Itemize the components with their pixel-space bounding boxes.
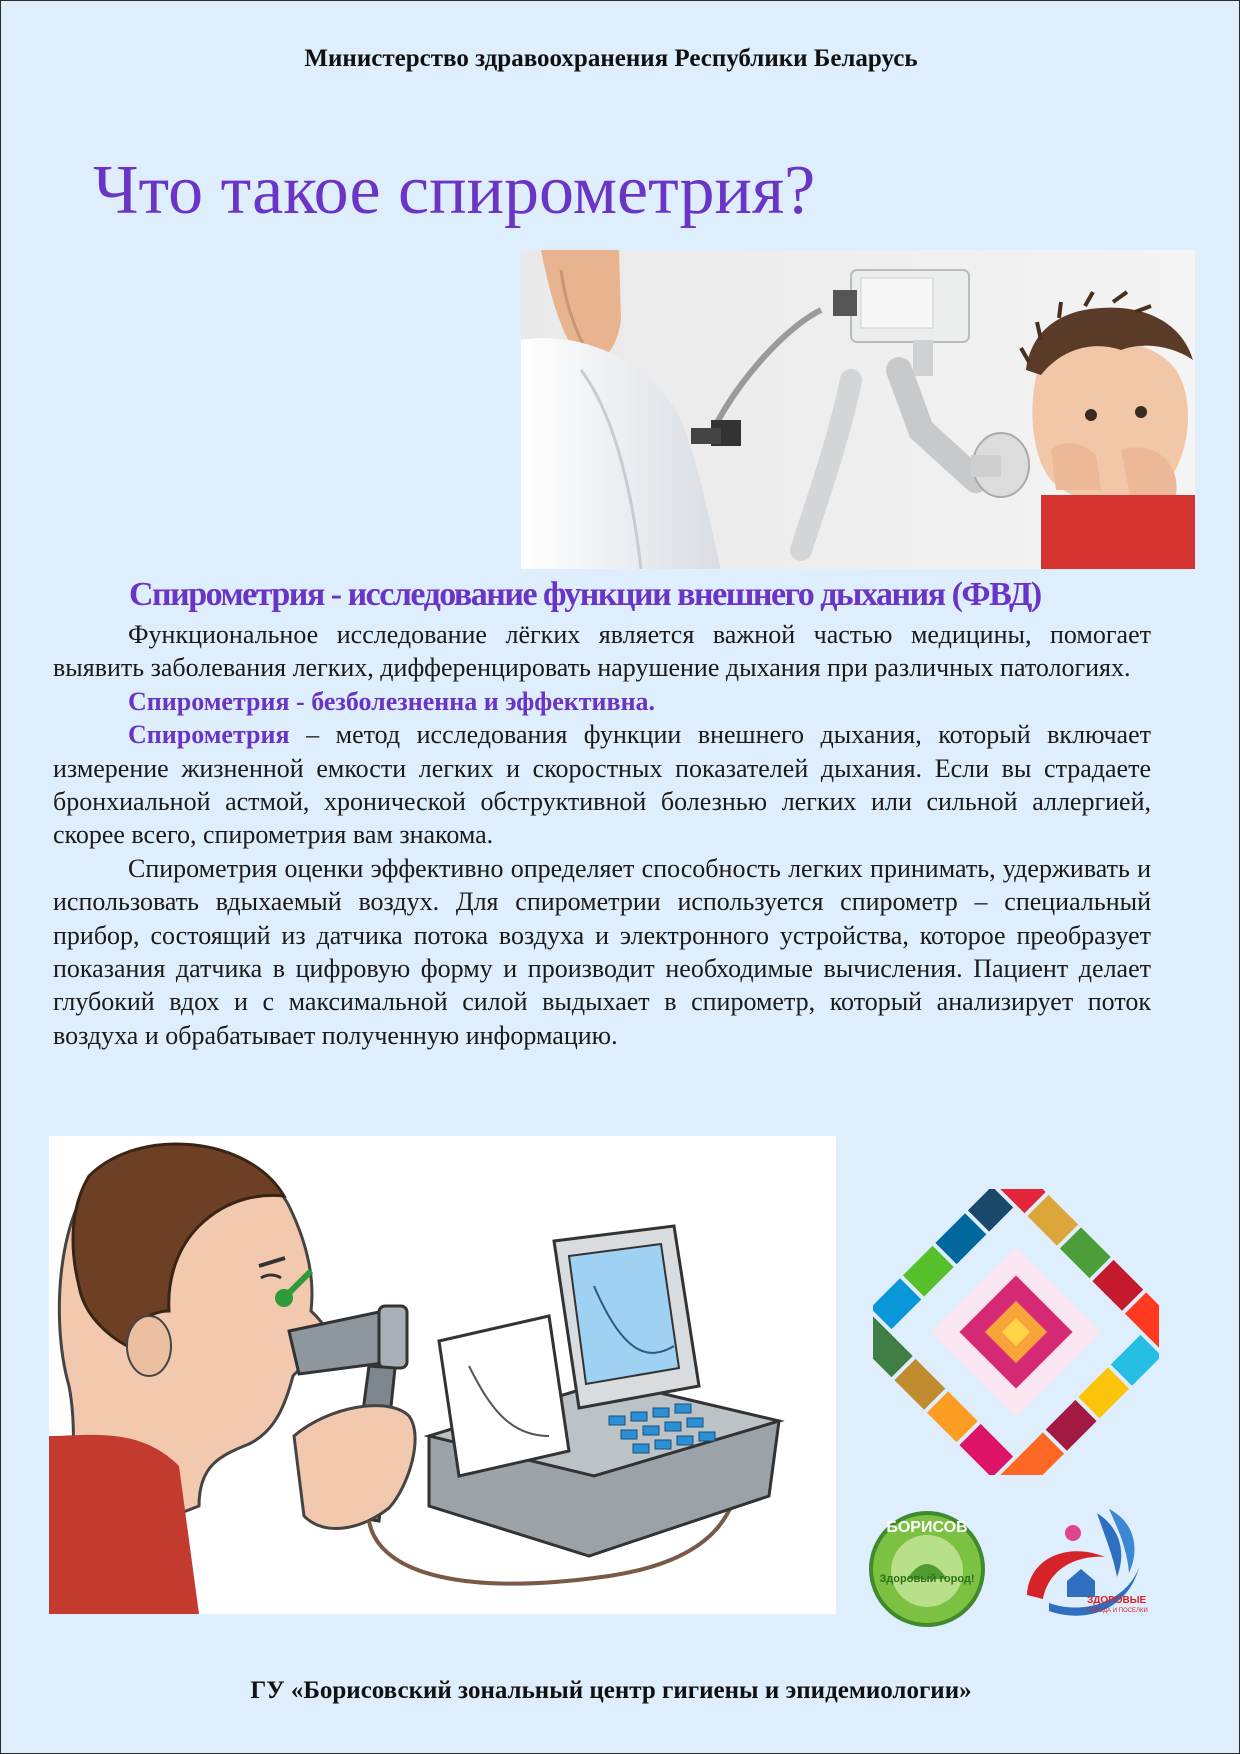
paragraph-2: Спирометрия - безболезненна и эффективна. (128, 686, 656, 716)
paragraph-3-lead: Спирометрия (128, 720, 290, 750)
borisov-logo-text: БОРИСОВ (886, 1519, 968, 1536)
borisov-logo-subtext: Здоровый город! (879, 1573, 975, 1585)
spirometer-illustration (49, 1136, 836, 1614)
body-text (53, 618, 1151, 1052)
paragraph-3 (53, 718, 1151, 852)
page-title: Что такое спирометрия? (93, 152, 816, 229)
healthy-logo-subtext: ГОРОДА И ПОСЕЛКИ (1087, 1608, 1148, 1614)
paragraph-1: Функциональное исследование лёгких является важной частью медицины, помогает выявить заболевания легких, дифференцировать нарушение дыхания при различных патологиях. (53, 620, 1151, 683)
paragraph-4: Спирометрия оценки эффективно определяет способность легких принимать, удерживать и использовать вдыхаемый воздух. Для спирометрии используется спирометр – специальный прибор, состоящий из датчика потока воздуха и электронного устройства, которое преобразует показания датчика в цифровую форму и производит необходимые вычисления. Пациент делает глубокий вдох и с максимальной силой выдыхает в спирометр, который анализирует поток воздуха и обрабатывает полученную информацию. (53, 853, 1151, 1050)
ornament-logo (873, 1189, 1159, 1475)
healthy-logo-text: ЗДОРОВЫЕ (1087, 1595, 1147, 1606)
ministry-header: Министерство здравоохранения Республики Беларусь (304, 45, 918, 72)
section-subtitle: Спирометрия - исследование функции внешнего дыхания (ФВД) (129, 576, 1041, 613)
organization-footer: ГУ «Борисовский зональный центр гигиены и эпидемиологии» (250, 1677, 972, 1704)
paragraph-3-body: – метод исследования функции внешнего дыхания, который включает измерение жизненной емкости легких и скоростных показателей дыхания. Если вы страдаете бронхиальной астмой, хронической обструктивной болезнью легких или сильной аллергией, скорее всего, спирометрия вам знакома. (53, 720, 1151, 850)
spirometry-photo (521, 250, 1195, 569)
